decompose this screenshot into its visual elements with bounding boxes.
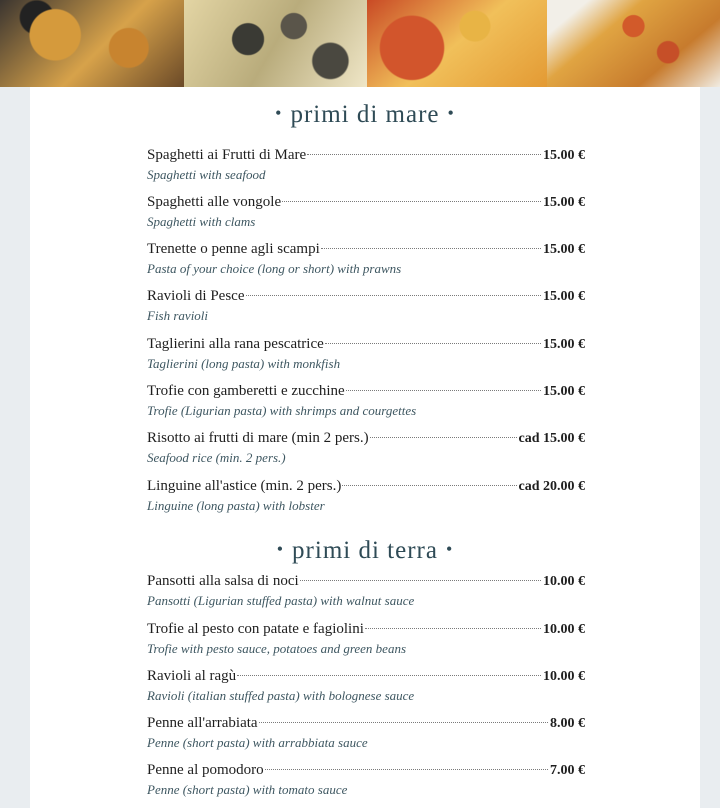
dish-name: Linguine all'astice (min. 2 pers.) xyxy=(147,478,342,494)
menu-item xyxy=(147,336,585,372)
dish-price: cad 15.00 € xyxy=(518,431,585,446)
dish-price: 8.00 € xyxy=(550,716,585,731)
dish-description: Spaghetti with seafood xyxy=(147,167,266,182)
dotted-leader xyxy=(342,485,516,486)
dish-name: Taglierini alla rana pescatrice xyxy=(147,336,324,352)
dotted-leader xyxy=(325,343,541,344)
section-title-primi-di-terra: • primi di terra • xyxy=(276,537,454,564)
dish-name: Penne al pomodoro xyxy=(147,762,264,778)
dish-description: Linguine (long pasta) with lobster xyxy=(147,498,325,513)
dish-name: Penne all'arrabiata xyxy=(147,715,258,731)
dish-description: Seafood rice (min. 2 pers.) xyxy=(147,450,286,465)
dish-price: 15.00 € xyxy=(543,289,585,304)
menu-item xyxy=(147,383,585,419)
seafood-linguine-photo xyxy=(547,0,720,87)
menu-item xyxy=(147,194,585,230)
menu-item xyxy=(147,288,585,324)
dish-name: Trofie con gamberetti e zucchine xyxy=(147,383,345,399)
dish-price: 10.00 € xyxy=(543,669,585,684)
dish-description: Taglierini (long pasta) with monkfish xyxy=(147,356,341,371)
menu-item xyxy=(147,762,585,798)
dish-description: Trofie (Ligurian pasta) with shrimps and courgettes xyxy=(147,403,417,418)
dish-name: Trofie al pesto con patate e fagiolini xyxy=(147,621,364,637)
bullet-icon: • xyxy=(275,103,283,123)
dish-price: 10.00 € xyxy=(543,574,585,589)
dish-name: Risotto ai frutti di mare (min 2 pers.) xyxy=(147,430,369,446)
dotted-leader xyxy=(307,154,541,155)
dotted-leader xyxy=(300,580,541,581)
dish-name: Spaghetti alle vongole xyxy=(147,194,282,210)
dish-price: 15.00 € xyxy=(543,337,585,352)
menu-item xyxy=(147,668,585,704)
seafood-spaghetti-photo xyxy=(0,0,184,87)
dotted-leader xyxy=(246,295,542,296)
bullet-icon: • xyxy=(276,539,285,559)
dish-name: Ravioli al ragù xyxy=(147,668,237,684)
dish-name: Trenette o penne agli scampi xyxy=(147,241,320,257)
section-title-primi-di-mare: • primi di mare • xyxy=(275,101,455,128)
dotted-leader xyxy=(346,390,541,391)
food-photo-strip xyxy=(0,0,720,87)
menu-item xyxy=(147,621,585,657)
dish-description: Penne (short pasta) with tomato sauce xyxy=(147,782,348,797)
dotted-leader xyxy=(265,769,548,770)
menu-sheet xyxy=(30,87,700,808)
bullet-icon: • xyxy=(445,539,454,559)
dish-price: 7.00 € xyxy=(550,763,585,778)
menu-item xyxy=(147,573,585,609)
dish-name: Spaghetti ai Frutti di Mare xyxy=(147,147,307,163)
dotted-leader xyxy=(370,437,517,438)
dish-price: 15.00 € xyxy=(543,384,585,399)
dish-price: 15.00 € xyxy=(543,148,585,163)
dish-price: 10.00 € xyxy=(543,622,585,637)
dotted-leader xyxy=(282,201,541,202)
menu-item xyxy=(147,478,585,514)
dish-name: Pansotti alla salsa di noci xyxy=(147,573,299,589)
menu-item xyxy=(147,241,585,277)
dotted-leader xyxy=(237,675,541,676)
dish-description: Ravioli (italian stuffed pasta) with bolognese sauce xyxy=(147,688,415,703)
dotted-leader xyxy=(321,248,541,249)
dish-description: Penne (short pasta) with arrabbiata sauce xyxy=(147,735,368,750)
prawn-penne-photo xyxy=(367,0,547,87)
menu-item xyxy=(147,430,585,466)
dish-name: Ravioli di Pesce xyxy=(147,288,245,304)
dish-price: cad 20.00 € xyxy=(518,479,585,494)
dish-description: Pasta of your choice (long or short) with prawns xyxy=(147,261,402,276)
dish-description: Fish ravioli xyxy=(147,308,209,323)
dish-description: Trofie with pesto sauce, potatoes and green beans xyxy=(147,641,407,656)
dotted-leader xyxy=(365,628,541,629)
menu-item xyxy=(147,715,585,751)
dish-price: 15.00 € xyxy=(543,242,585,257)
menu-item xyxy=(147,147,585,183)
dish-price: 15.00 € xyxy=(543,195,585,210)
clam-spaghetti-photo xyxy=(184,0,367,87)
dish-description: Pansotti (Ligurian stuffed pasta) with walnut sauce xyxy=(147,593,415,608)
dish-description: Spaghetti with clams xyxy=(147,214,256,229)
bullet-icon: • xyxy=(447,103,455,123)
dotted-leader xyxy=(259,722,548,723)
